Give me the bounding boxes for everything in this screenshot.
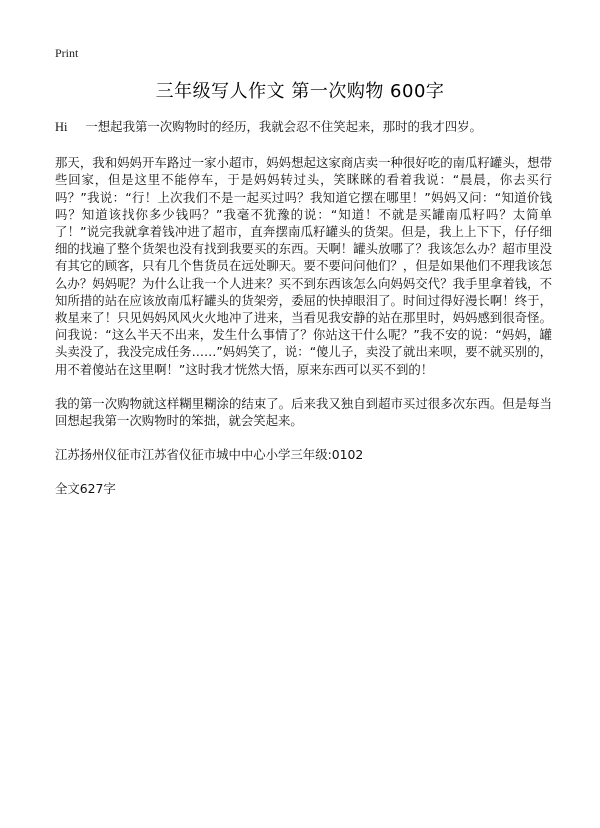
print-link[interactable]: Print bbox=[55, 46, 79, 60]
intro-text: 一想起我第一次购物时的经历，我就会忍不住笑起来，那时的我才四岁。 bbox=[85, 119, 482, 134]
article-title: 三年级写人作文 第一次购物 600字 bbox=[155, 81, 445, 102]
paragraph-story: 那天，我和妈妈开车路过一家小超市，妈妈想起这家商店卖一种很好吃的南瓜籽罐头，想带些回家，但是这里不能停车，于是妈妈转过头，笑眯眯的看着我说：“晨晨，你去买行吗？”我说：“行！上次我们不是一起买过吗？我知道它摆在哪里！”妈妈又问：“知道价钱吗？知道该找你多少钱吗？”我毫不犹豫的说：“知道！不就是买罐南瓜籽吗？太简单了！”说完我就拿着钱冲进了超市，直奔摆南瓜籽罐头的货架。但是，我上上下下，仔仔细细的找遍了整个货架也没有找到我要买的东西。天啊！罐头放哪了？我该怎么办？超市里没有其它的顾客，只有几个售货员在远处聊天。要不要问问他们？，但是如果他们不理我该怎么办？妈妈呢？为什么让我一个人进来？买不到东西该怎么向妈妈交代？我手里拿着钱，不知所措的站在应该放南瓜籽罐头的货架旁，委屈的快掉眼泪了。时间过得好漫长啊！终于，救星来了！只见妈妈风风火火地冲了进来，当看见我安静的站在那里时，妈妈感到很奇怪。问我说：“这么半天不出来，发生什么事情了？你站这干什么呢？”我不安的说：“妈妈，罐头卖没了，我没完成任务……”妈妈笑了，说：“傻儿子，卖没了就出来呗，要不就买别的，用不着傻站在这里啊！”这时我才恍然大悟，原来东西可以买不到的！ bbox=[55, 155, 552, 377]
author-info: 江苏扬州仪征市江苏省仪征市城中中心小学三年级:0102 bbox=[55, 447, 364, 463]
article-body bbox=[55, 118, 552, 515]
word-count: 全文627字 bbox=[55, 481, 116, 497]
paragraph-intro bbox=[55, 118, 552, 136]
paragraph-conclusion: 我的第一次购物就这样糊里糊涂的结束了。后来我又独自到超市买过很多次东西。但是每当回想起我第一次购物时的笨拙，就会笑起来。 bbox=[55, 395, 552, 429]
greeting-text: Hi bbox=[55, 120, 68, 134]
